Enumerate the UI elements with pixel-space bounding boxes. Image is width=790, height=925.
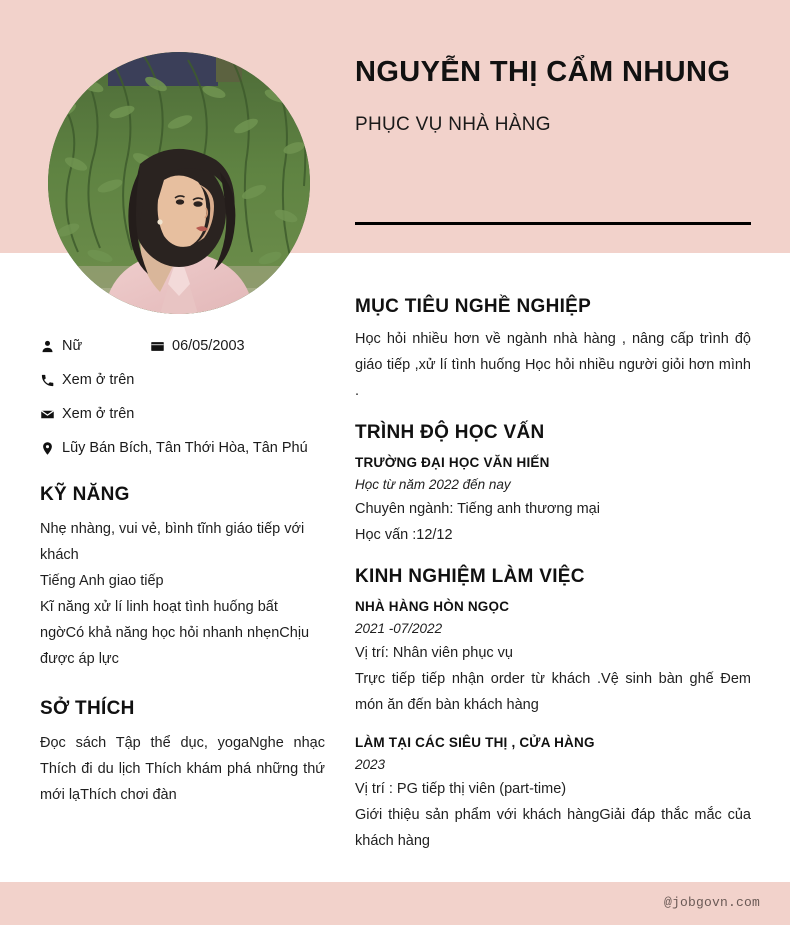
envelope-icon [40, 404, 62, 424]
page-title: NGUYỄN THỊ CẨM NHUNG [355, 56, 731, 88]
experience-entry-date: 2021 -07/2022 [355, 621, 443, 636]
avatar [48, 52, 310, 314]
education-entry-date: Học từ năm 2022 đến nay [355, 477, 511, 492]
experience-entry-date: 2023 [355, 757, 386, 772]
contact-row-address [40, 438, 325, 458]
contact-row-email [40, 404, 325, 424]
section-heading-objective: MỤC TIÊU NGHỀ NGHIỆP [355, 296, 592, 317]
experience-entry-title: NHÀ HÀNG HÒN NGỌC [355, 599, 510, 614]
section-education [355, 422, 751, 548]
section-heading-experience: KINH NGHIỆM LÀM VIỆC [355, 566, 585, 587]
contact-row-phone [40, 370, 325, 390]
phone-icon [40, 370, 62, 390]
right-column [355, 296, 751, 872]
location-pin-icon [40, 438, 62, 458]
contact-row-gender-birthday [40, 336, 325, 356]
header-text-block [355, 44, 755, 136]
site-watermark: @jobgovn.com [663, 895, 760, 910]
experience-entry-line-1: Vị trí : PG tiếp thị viên (part-time) [355, 781, 567, 797]
hobbies-text: Đọc sách Tập thể dục, yogaNghe nhạc Thích đi du lịch Thích khám phá những thứ mới lạThích chơi đàn [40, 735, 325, 803]
email-value: Xem ở trên [62, 406, 135, 422]
portrait-photo-icon [48, 52, 310, 314]
skills-line-3: Kĩ năng xử lí linh hoạt tình huống bất ngờCó khả năng học hỏi nhanh nhẹnChịu được áp lực [40, 599, 310, 667]
job-role-subtitle: PHỤC VỤ NHÀ HÀNG [355, 114, 551, 135]
section-objective [355, 296, 751, 404]
education-entry-title: TRƯỜNG ĐẠI HỌC VĂN HIẾN [355, 455, 550, 470]
gender-value: Nữ [62, 338, 83, 354]
section-experience [355, 566, 751, 854]
education-entry-line-1: Chuyên ngành: Tiếng anh thương mại [355, 501, 600, 517]
experience-entry-title: LÀM TẠI CÁC SIÊU THỊ , CỬA HÀNG [355, 735, 595, 750]
address-value: Lũy Bán Bích, Tân Thới Hòa, Tân Phú [62, 440, 308, 456]
phone-value: Xem ở trên [62, 372, 135, 388]
section-heading-hobbies: SỞ THÍCH [40, 698, 135, 719]
experience-entry-line-2: Trực tiếp tiếp nhận order từ khách .Vệ sinh bàn ghế Đem món ăn đến bàn khách hàng [355, 671, 751, 713]
experience-entry [355, 732, 751, 854]
section-heading-education: TRÌNH ĐỘ HỌC VẤN [355, 422, 545, 443]
education-entry-line-2: Học vấn :12/12 [355, 527, 453, 543]
calendar-icon [150, 336, 172, 356]
objective-text: Học hỏi nhiều hơn về ngành nhà hàng , nâng cấp trình độ giáo tiếp ,xử lí tình huống Học hỏi nhiều người giỏi hơn mình . [355, 331, 751, 399]
person-icon [40, 336, 62, 356]
skills-line-1: Nhẹ nhàng, vui vẻ, bình tĩnh giáo tiếp với khách [40, 521, 305, 563]
experience-entry-line-2: Giới thiệu sản phẩm với khách hàngGiải đáp thắc mắc của khách hàng [355, 807, 751, 849]
header-divider [355, 222, 751, 225]
birthday-value: 06/05/2003 [172, 338, 245, 354]
section-heading-skills: KỸ NĂNG [40, 484, 130, 505]
experience-entry [355, 596, 751, 718]
left-column [40, 336, 325, 808]
education-entry [355, 452, 751, 548]
skills-line-2: Tiếng Anh giao tiếp [40, 573, 164, 589]
experience-entry-line-1: Vị trí: Nhân viên phục vụ [355, 645, 513, 661]
